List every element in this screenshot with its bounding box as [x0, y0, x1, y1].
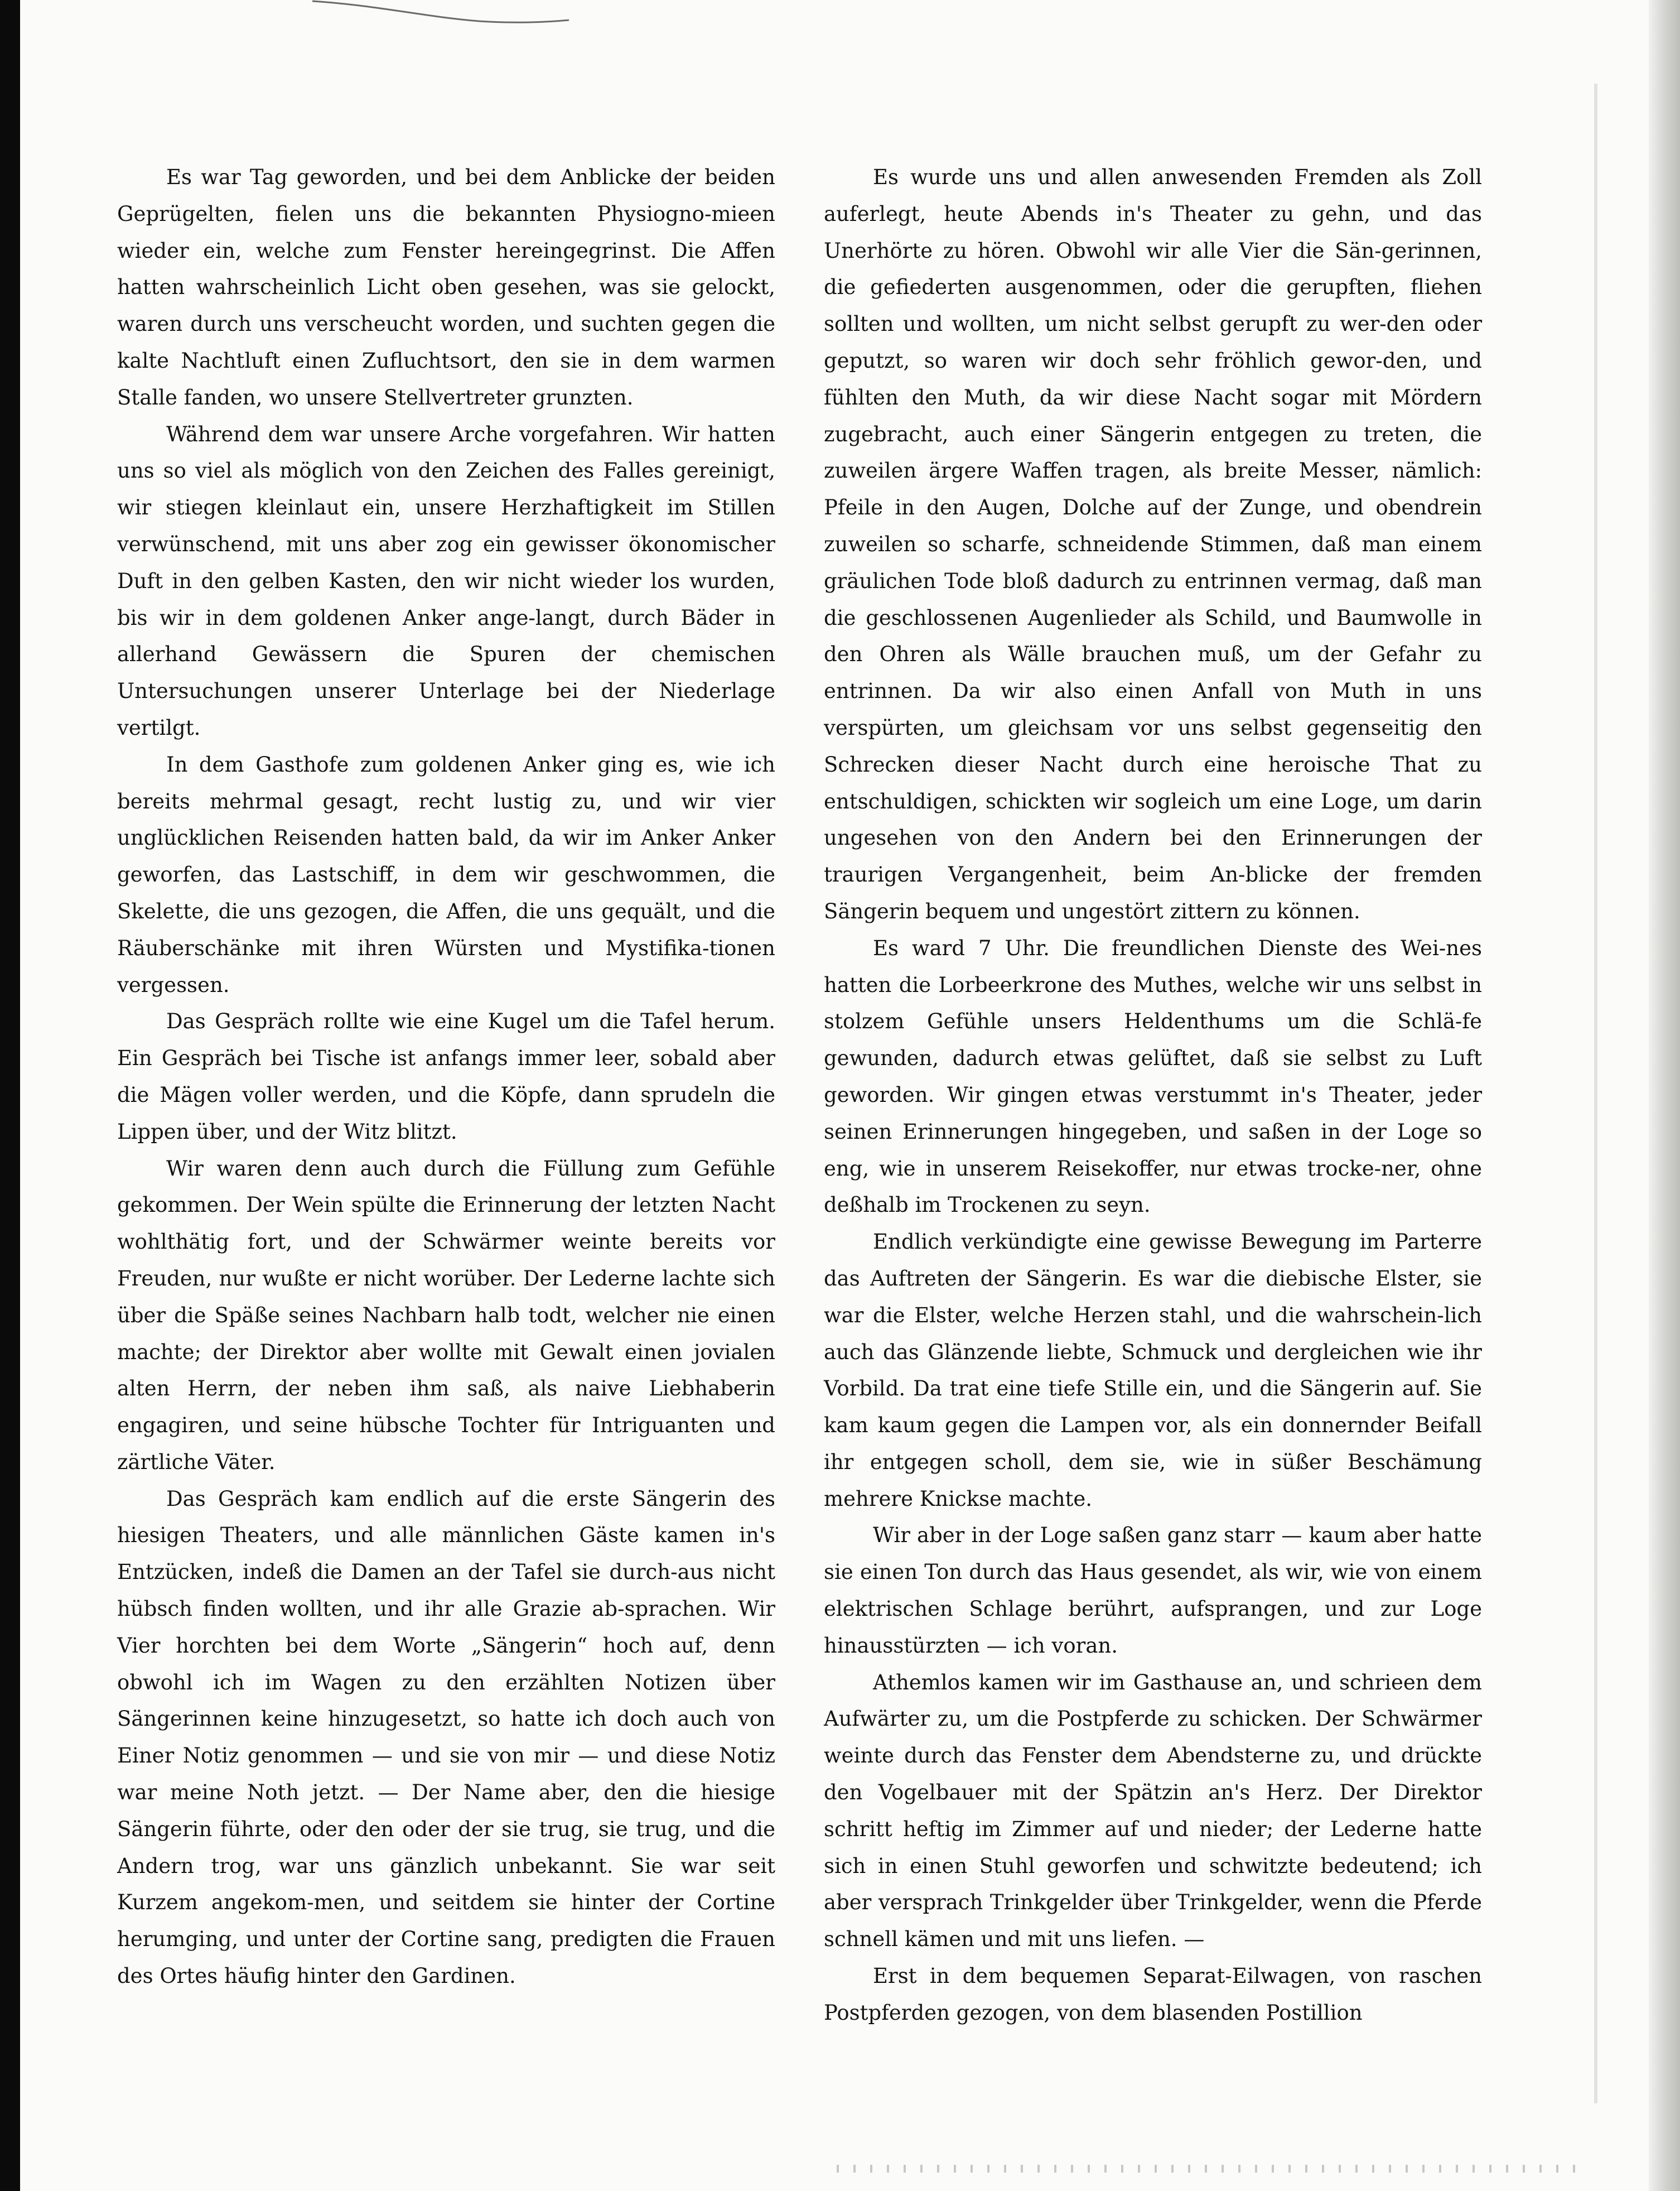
right-text-column [824, 159, 1482, 2031]
paragraph: Es ward 7 Uhr. Die freundlichen Dienste des Wei-nes hatten die Lorbeerkrone des Muthes, welche wir uns selbst in stolzem Gefühle unsers Heldenthums um die Schlä-fe gewunden, dadurch etwas gelüftet, daß sie selbst zu Luft geworden. Wir gingen etwas verstummt in's Theater, jeder seinen Erinnerungen hingegeben, und saßen in der Loge so eng, wie in unserem Reisekoffer, nur etwas trocke-ner, ohne deßhalb im Trockenen zu seyn. [824, 936, 1482, 1217]
paragraph: Wir aber in der Loge saßen ganz starr — kaum aber hatte sie einen Ton durch das Haus gesendet, als wir, wie von einem elektrischen Schlage berührt, aufsprangen, und zur Loge hinausstürzten — ich voran. [824, 1523, 1482, 1658]
paragraph: Während dem war unsere Arche vorgefahren. Wir hatten uns so viel als möglich von den Zeichen des Falles gereinigt, wir stiegen kleinlaut ein, unsere Herzhaftigkeit im Stillen verwünschend, mit uns aber zog ein gewisser ökonomischer Duft in den gelben Kasten, den wir nicht wieder los wurden, bis wir in dem goldenen Anker ange-langt, durch Bäder in allerhand Gewässern die Spuren der chemischen Untersuchungen unserer Unterlage bei der Niederlage vertilgt. [117, 422, 775, 740]
page-bottom-edge-marks [837, 2165, 1590, 2173]
paragraph: Das Gespräch rollte wie eine Kugel um die Tafel herum. Ein Gespräch bei Tische ist anfangs immer leer, sobald aber die Mägen voller werden, und die Köpfe, dann sprudeln die Lippen über, und der Witz blitzt. [117, 1009, 775, 1144]
paragraph: Athemlos kamen wir im Gasthause an, und schrieen dem Aufwärter zu, um die Postpferde zu schicken. Der Schwärmer weinte durch das Fenster dem Abendsterne zu, und drückte den Vogelbauer mit der Spätzin an's Herz. Der Direktor schritt heftig im Zimmer auf und nieder; der Lederne hatte sich in einen Stuhl geworfen und schwitzte bedeutend; ich aber versprach Trinkgelder über Trinkgelder, wenn die Pferde schnell kämen und mit uns liefen. — [824, 1670, 1482, 1952]
paragraph: In dem Gasthofe zum goldenen Anker ging es, wie ich bereits mehrmal gesagt, recht lustig zu, und wir vier unglücklichen Reisenden hatten bald, da wir im Anker Anker geworfen, das Lastschiff, in dem wir geschwommen, die Skelette, die uns gezogen, die Affen, die uns gequält, und die Räuberschänke mit ihren Würsten und Mystifika-tionen vergessen. [117, 752, 775, 997]
page-fold-line [1594, 84, 1597, 2103]
page-edge-shadow [1649, 0, 1680, 2191]
paragraph: Endlich verkündigte eine gewisse Bewegung im Parterre das Auftreten der Sängerin. Es war die diebische Elster, sie war die Elster, welche Herzen stahl, und die wahrschein-lich auch das Glänzende liebte, Schmuck und dergleichen wie ihr Vorbild. Da trat eine tiefe Stille ein, und die Sängerin auf. Sie kam kaum gegen die Lampen vor, als ein donnernder Beifall ihr entgegen scholl, dem sie, wie in süßer Beschämung mehrere Knickse machte. [824, 1230, 1482, 1511]
paragraph: Es war Tag geworden, und bei dem Anblicke der beiden Geprügelten, fielen uns die bekannten Physiogno-mieen wieder ein, welche zum Fenster hereingegrinst. Die Affen hatten wahrscheinlich Licht oben gesehen, was sie gelockt, waren durch uns verscheucht worden, und suchten gegen die kalte Nachtluft einen Zufluchtsort, den sie in dem warmen Stalle fanden, wo unsere Stellvertreter grunzten. [117, 165, 775, 410]
page-corner-curl [312, 0, 569, 33]
paragraph: Das Gespräch kam endlich auf die erste Sängerin des hiesigen Theaters, und alle männlichen Gäste kamen in's Entzücken, indeß die Damen an der Tafel sie durch-aus nicht hübsch finden wollten, und ihr alle Grazie ab-sprachen. Wir Vier horchten bei dem Worte „Sängerin“ hoch auf, denn obwohl ich im Wagen zu den erzählten Notizen über Sängerinnen keine hinzugesetzt, so hatte ich doch auch von Einer Notiz genommen — und sie von mir — und diese Notiz war meine Noth jetzt. — Der Name aber, den die hiesige Sängerin führte, oder den oder der sie trug, sie trug, und die Andern trog, war uns gänzlich unbekannt. Sie war seit Kurzem angekom-men, und seitdem sie hinter der Cortine herumging, und unter der Cortine sang, predigten die Frauen des Ortes häufig hinter den Gardinen. [117, 1486, 775, 1988]
paragraph: Erst in dem bequemen Separat-Eilwagen, von raschen Postpferden gezogen, von dem blasenden Postillion [824, 1964, 1482, 2025]
book-binding-edge [0, 0, 20, 2191]
left-text-column [117, 159, 775, 1995]
paragraph: Es wurde uns und allen anwesenden Fremden als Zoll auferlegt, heute Abends in's Theater zu gehn, und das Unerhörte zu hören. Obwohl wir alle Vier die Sän-gerinnen, die gefiederten ausgenommen, oder die gerupften, fliehen sollten und wollten, um nicht selbst gerupft zu wer-den oder geputzt, so waren wir doch sehr fröhlich gewor-den, und fühlten den Muth, da wir diese Nacht sogar mit Mördern zugebracht, auch einer Sängerin entgegen zu treten, die zuweilen ärgere Waffen tragen, als breite Messer, nämlich: Pfeile in den Augen, Dolche auf der Zunge, und obendrein zuweilen so scharfe, schneidende Stimmen, daß man einem gräulichen Tode bloß dadurch zu entrinnen vermag, daß man die geschlossenen Augenlieder als Schild, und Baumwolle in den Ohren als Wälle brauchen muß, um der Gefahr zu entrinnen. Da wir also einen Anfall von Muth in uns verspürten, um gleichsam vor uns selbst gegenseitig den Schrecken dieser Nacht durch eine heroische That zu entschuldigen, schickten wir sogleich um eine Loge, um darin ungesehen von den Andern bei den Erinnerungen der traurigen Vergangenheit, beim An-blicke der fremden Sängerin bequem und ungestört zittern zu können. [824, 165, 1482, 923]
paragraph: Wir waren denn auch durch die Füllung zum Gefühle gekommen. Der Wein spülte die Erinnerung der letzten Nacht wohlthätig fort, und der Schwärmer weinte bereits vor Freuden, nur wußte er nicht worüber. Der Lederne lachte sich über die Späße seines Nachbarn halb todt, welcher nie einen machte; der Direktor aber wollte mit Gewalt einen jovialen alten Herrn, der neben ihm saß, als naive Liebhaberin engagiren, und seine hübsche Tochter für Intriguanten und zärtliche Väter. [117, 1156, 775, 1474]
